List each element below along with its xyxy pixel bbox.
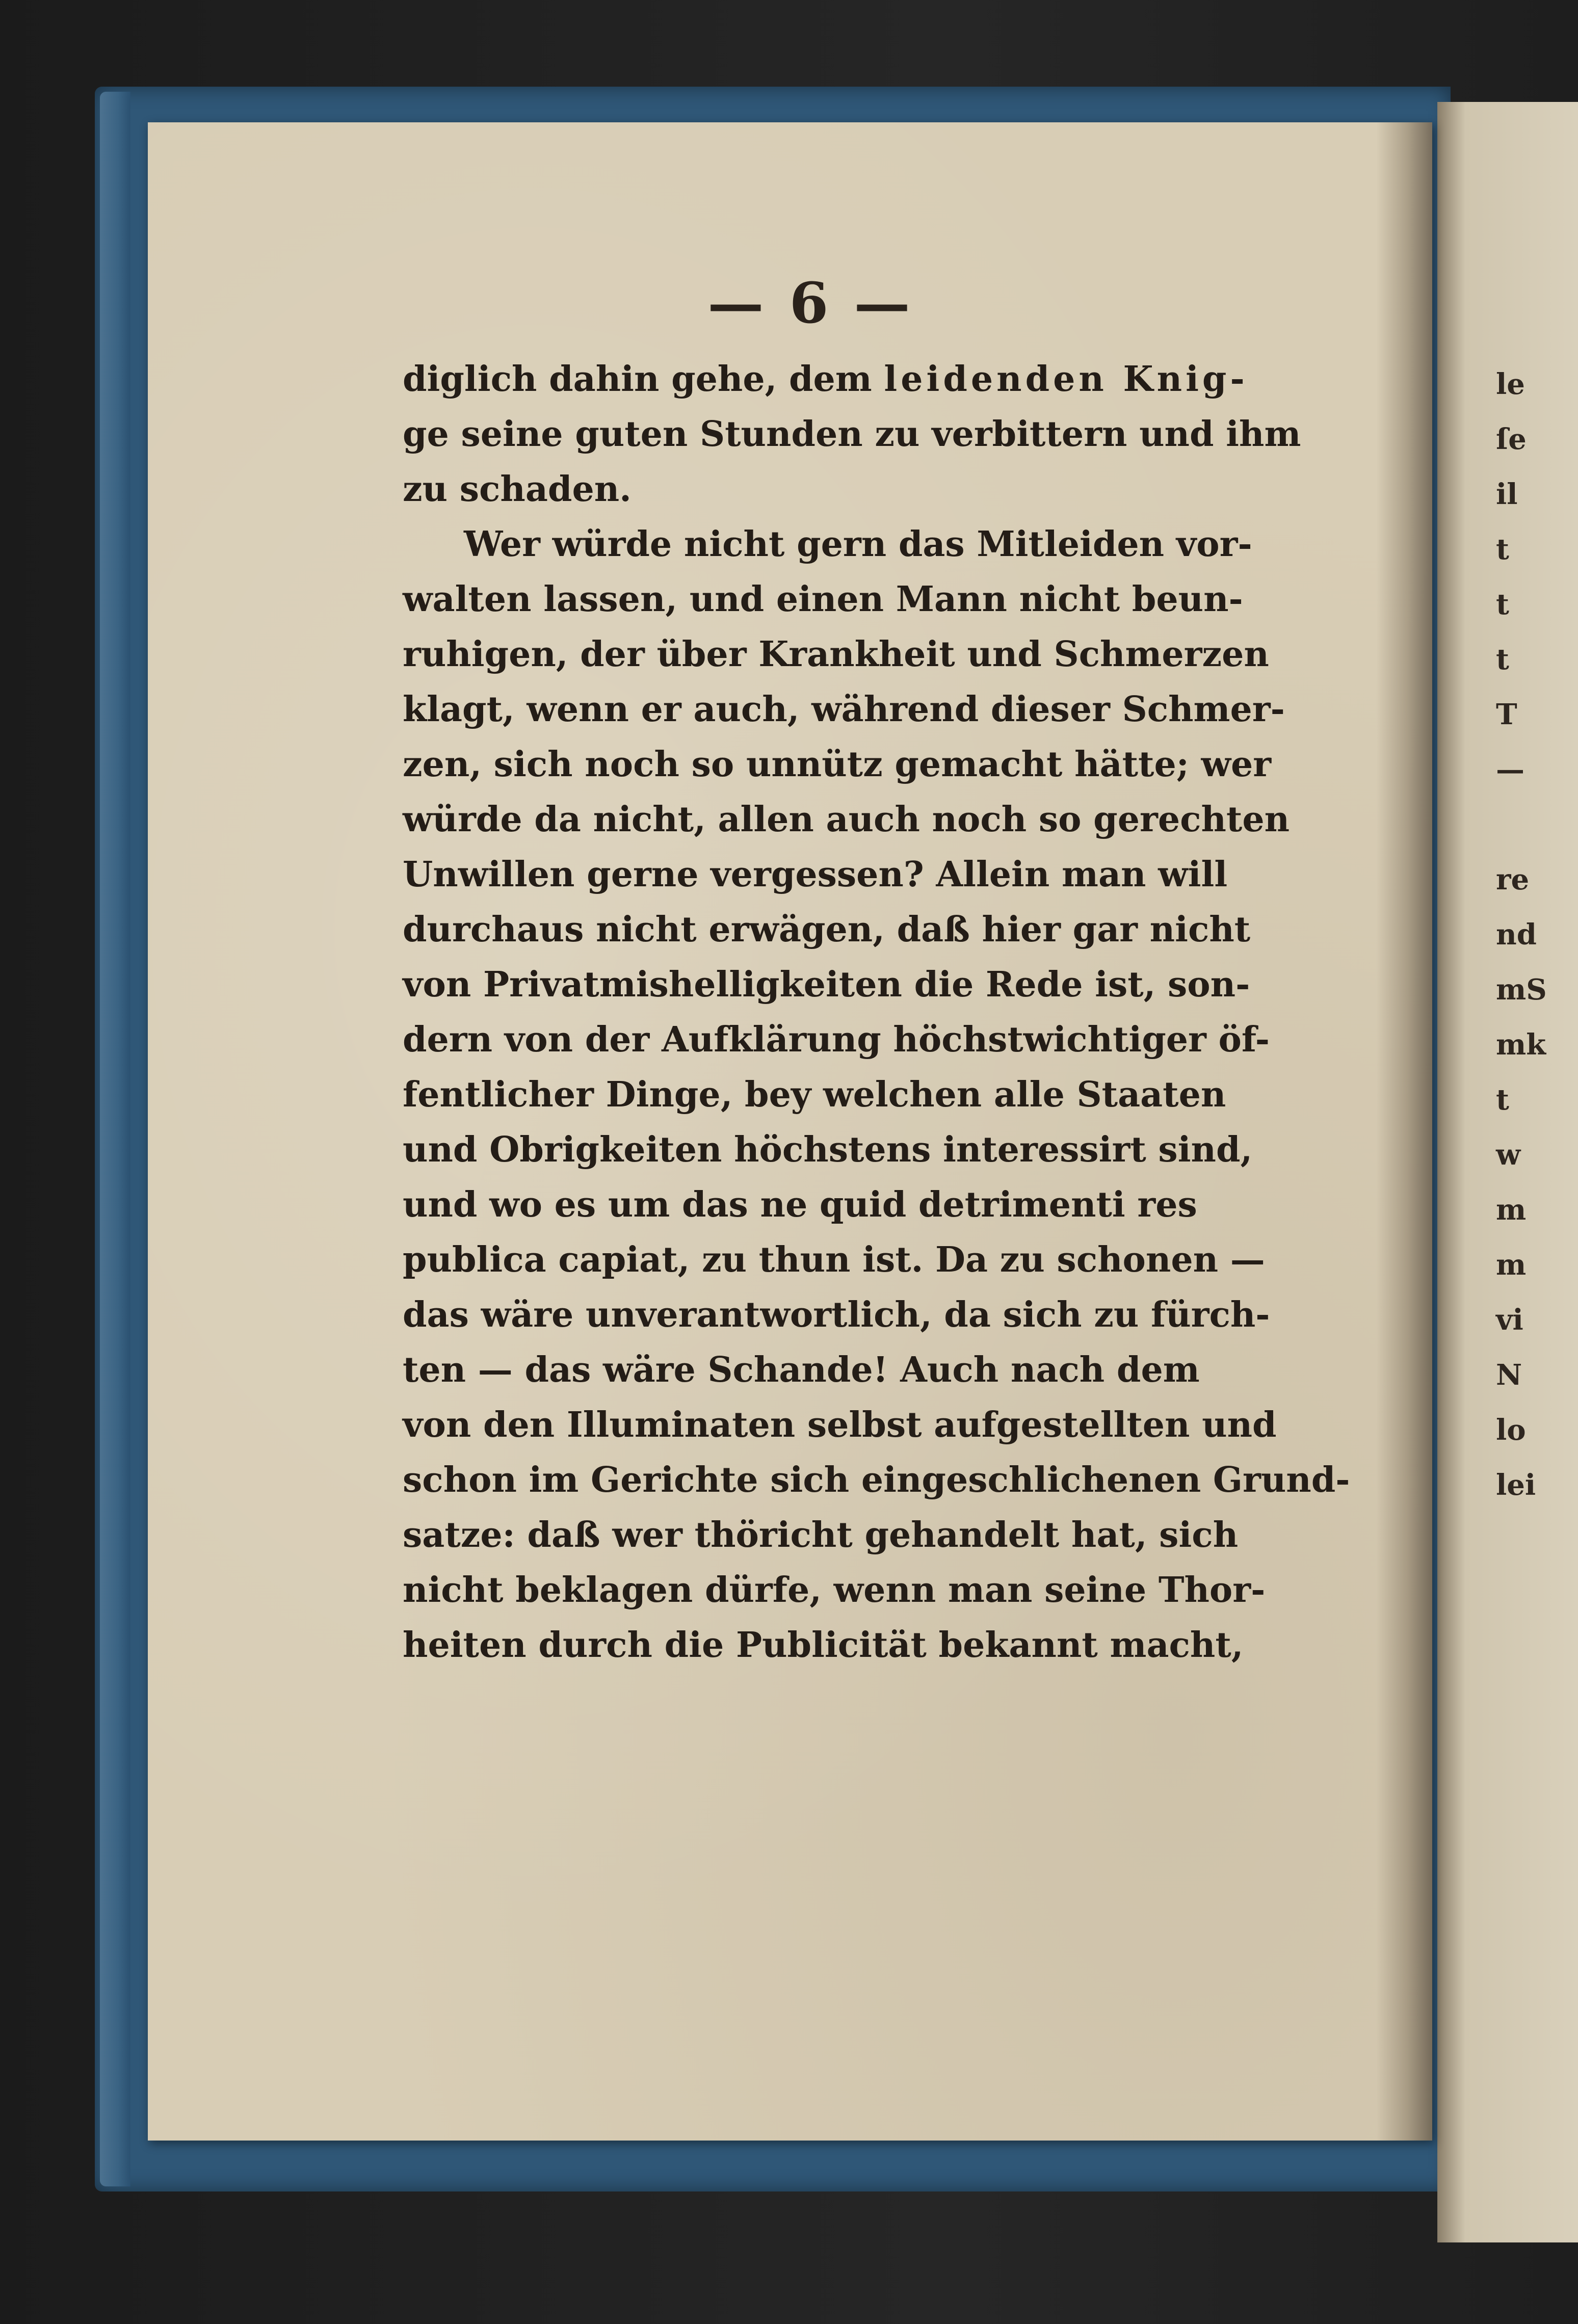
facing-page-fragment: le <box>1496 367 1525 401</box>
facing-page-fragment: w <box>1496 1138 1521 1172</box>
facing-page-text <box>1496 357 1567 1513</box>
text-line: walten lassen, und einen Mann nicht beun- <box>403 579 1243 620</box>
text-line: schon im Gerichte sich eingeschlichenen Grund- <box>403 1460 1350 1500</box>
text-line: dern von der Aufklärung höchstwichtiger öf- <box>403 1019 1270 1060</box>
text-line: ruhigen, der über Krankheit und Schmerzen <box>403 634 1269 675</box>
text-line: ge seine guten Stunden zu verbittern und ihm <box>403 414 1301 455</box>
facing-page-fragment: mk <box>1496 1028 1546 1062</box>
text-line: Wer würde nicht gern das Mitleiden vor- <box>464 524 1252 565</box>
text-line: würde da nicht, allen auch noch so gerechten <box>403 799 1290 840</box>
text-line-part: leidenden Knig- <box>884 359 1248 400</box>
book-spine-edge <box>100 92 130 2186</box>
page-number: — 6 — <box>707 270 913 336</box>
facing-page-fragment: vi <box>1496 1303 1523 1337</box>
text-line: und Obrigkeiten höchstens interessirt sind, <box>403 1129 1253 1170</box>
facing-page-fragment: t <box>1496 643 1509 676</box>
facing-page-fragment: t <box>1496 533 1509 566</box>
text-line: klagt, wenn er auch, während dieser Schmer- <box>403 689 1285 730</box>
text-line: fentlicher Dinge, bey welchen alle Staaten <box>403 1074 1226 1115</box>
page-text <box>403 352 1350 1673</box>
facing-page-fragment: il <box>1496 478 1518 511</box>
text-line: und wo es um das ne quid detrimenti res <box>403 1184 1197 1225</box>
text-line: satze: daß wer thöricht gehandelt hat, sich <box>403 1515 1239 1555</box>
text-line: ten — das wäre Schande! Auch nach dem <box>403 1350 1200 1390</box>
text-line: durchaus nicht erwägen, daß hier gar nicht <box>403 909 1251 950</box>
text-line: Unwillen gerne vergessen? Allein man will <box>403 854 1228 895</box>
facing-page-fragment: — <box>1496 753 1524 786</box>
facing-page-fragment: t <box>1496 588 1509 621</box>
facing-page-fragment: m <box>1496 1248 1527 1282</box>
text-line: nicht beklagen dürfe, wenn man seine Thor- <box>403 1570 1266 1610</box>
text-line: von Privatmishelligkeiten die Rede ist, son- <box>403 964 1250 1005</box>
facing-page-fragment: N <box>1496 1358 1522 1392</box>
text-line: zu schaden. <box>403 469 632 510</box>
facing-page-fragment: re <box>1496 863 1530 896</box>
facing-page-fragment: mS <box>1496 973 1547 1007</box>
text-line <box>403 352 1248 407</box>
facing-page-fragment: t <box>1496 1083 1509 1117</box>
text-line: das wäre unverantwortlich, da sich zu fürch- <box>403 1295 1270 1335</box>
facing-page-fragment: T <box>1496 698 1517 731</box>
facing-page-fragment: ſe <box>1496 422 1527 456</box>
facing-page-fragment: nd <box>1496 918 1537 952</box>
page-gutter-shadow <box>1376 122 1432 2141</box>
text-line: publica capiat, zu thun ist. Da zu schonen — <box>403 1239 1265 1280</box>
text-line: von den Illuminaten selbst aufgestellten und <box>403 1405 1277 1445</box>
facing-page-fragment: lei <box>1496 1468 1536 1502</box>
text-line: heiten durch die Publicität bekannt macht, <box>403 1625 1244 1666</box>
text-line: zen, sich noch so unnütz gemacht hätte; wer <box>403 744 1272 785</box>
facing-page-fragment: lo <box>1496 1413 1526 1447</box>
facing-page-fragment: m <box>1496 1193 1527 1227</box>
text-line-part: diglich dahin gehe, dem <box>403 359 872 400</box>
